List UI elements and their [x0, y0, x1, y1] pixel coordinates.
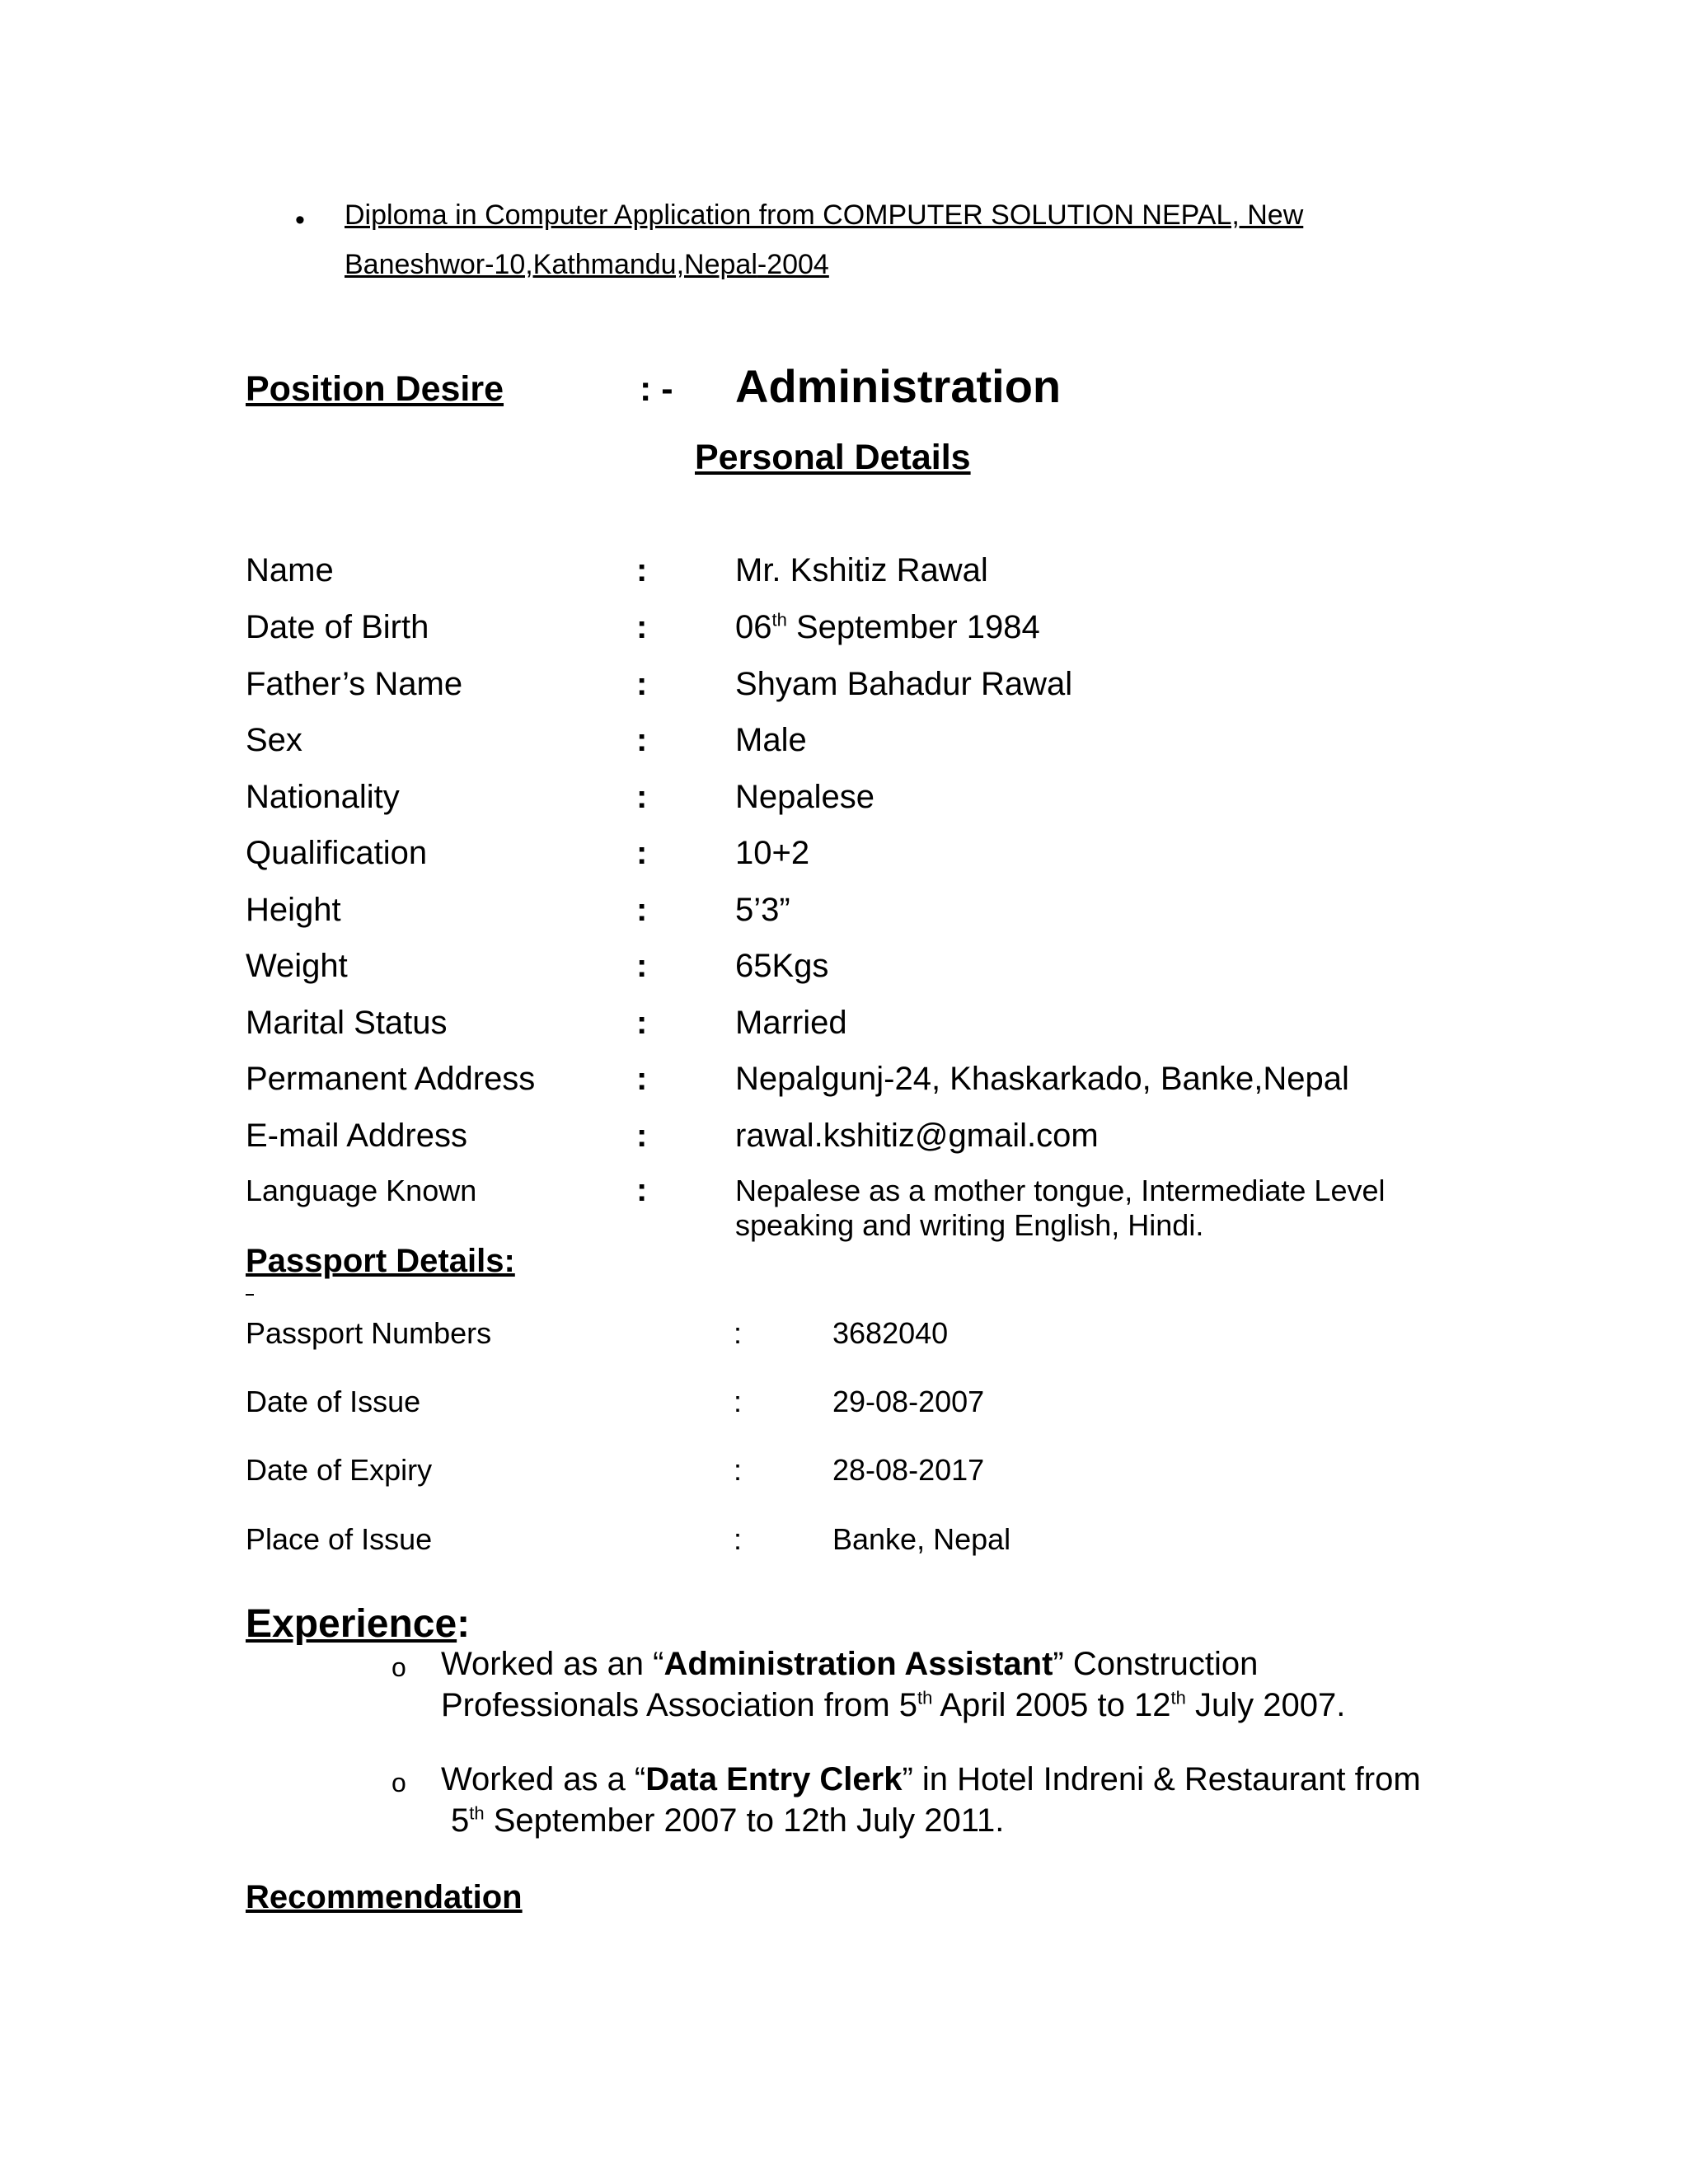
personal-details-title: Personal Details — [695, 438, 971, 477]
exp1-pre: Worked as an “ — [441, 1646, 664, 1682]
experience-item-2 — [441, 1759, 1421, 1841]
exp1-l2-pre: Professionals Association from 5 — [441, 1687, 918, 1723]
row-value-marital: Married — [735, 1005, 847, 1041]
passport-value-number: 3682040 — [832, 1316, 949, 1350]
passport-label-number: Passport Numbers — [246, 1316, 492, 1350]
passport-details-title: Passport Details: — [246, 1243, 515, 1279]
position-value: Administration — [735, 360, 1062, 412]
passport-value-issue: 29-08-2007 — [832, 1385, 985, 1418]
row-label-marital: Marital Status — [246, 1005, 448, 1041]
experience-title-colon: : — [457, 1602, 471, 1646]
education-year: -2004 — [757, 249, 829, 280]
row-value-name: Mr. Kshitiz Rawal — [735, 552, 988, 588]
recommendation-title: Recommendation — [246, 1879, 523, 1915]
row-value-qualification: 10+2 — [735, 835, 810, 871]
row-label-nationality: Nationality — [246, 779, 400, 815]
row-label-qualification: Qualification — [246, 835, 428, 871]
dob-day: 06 — [735, 609, 772, 645]
exp1-l2-post: July 2007. — [1185, 1687, 1346, 1723]
row-value-dob — [735, 609, 1040, 646]
row-colon: : — [636, 609, 648, 645]
exp2-l2-post: September 2007 to 12th July 2011. — [484, 1802, 1005, 1839]
row-colon: : — [636, 779, 648, 815]
experience-item-1 — [441, 1643, 1345, 1726]
exp1-l2-mid: April 2005 to 12 — [932, 1687, 1171, 1723]
row-value-sex: Male — [735, 722, 807, 758]
language-line-1: Nepalese as a mother tongue, Intermediate Level — [735, 1174, 1386, 1207]
dob-ordinal: th — [771, 609, 787, 630]
row-label-email: E-mail Address — [246, 1118, 467, 1154]
experience-item-2-line-2 — [441, 1800, 1421, 1841]
education-institute-location: Baneshwor-10,Kathmandu,Nepal — [345, 249, 757, 280]
row-value-father: Shyam Bahadur Rawal — [735, 666, 1073, 702]
passport-colon: : — [734, 1453, 743, 1487]
row-value-language — [735, 1174, 1461, 1243]
language-line-2: speaking and writing English, Hindi. — [735, 1208, 1204, 1242]
dob-month-year: September 1984 — [786, 609, 1040, 645]
row-label-height: Height — [246, 892, 341, 928]
bullet-circle: o — [392, 1768, 406, 1797]
row-colon: : — [636, 892, 648, 928]
exp2-pre: Worked as a “ — [441, 1761, 646, 1797]
experience-item-1-line-2 — [441, 1685, 1345, 1726]
education-line-1: Diploma in Computer Application from COMPUTER SOLUTION NEPAL, New — [345, 199, 1304, 231]
row-label-sex: Sex — [246, 722, 302, 758]
row-label-address: Permanent Address — [246, 1061, 536, 1097]
exp1-ordinal-1: th — [917, 1687, 933, 1708]
row-colon: : — [636, 552, 648, 588]
row-colon: : — [636, 948, 648, 984]
passport-colon: : — [734, 1522, 743, 1556]
row-colon: : — [636, 666, 648, 702]
row-label-weight: Weight — [246, 948, 348, 984]
passport-value-place: Banke, Nepal — [832, 1522, 1011, 1556]
exp2-post: ” in Hotel Indreni & Restaurant from — [902, 1761, 1421, 1797]
exp1-ordinal-2: th — [1170, 1687, 1186, 1708]
row-colon: : — [636, 1005, 648, 1041]
bullet-circle: o — [392, 1652, 406, 1682]
experience-title-text: Experience — [246, 1602, 457, 1646]
exp2-role: Data Entry Clerk — [645, 1761, 903, 1797]
experience-item-1-line-1 — [441, 1643, 1345, 1685]
exp2-ordinal: th — [469, 1802, 485, 1824]
stray-underline-mark — [246, 1294, 254, 1296]
bullet-dot: • — [295, 204, 305, 236]
row-colon: : — [636, 1172, 648, 1208]
passport-colon: : — [734, 1316, 743, 1350]
passport-label-expiry: Date of Expiry — [246, 1453, 433, 1487]
exp1-post: ” Construction — [1053, 1646, 1259, 1682]
experience-item-2-line-1 — [441, 1759, 1421, 1800]
row-colon: : — [636, 722, 648, 758]
row-value-nationality: Nepalese — [735, 779, 875, 815]
position-separator: : - — [640, 369, 673, 409]
row-value-weight: 65Kgs — [735, 948, 829, 984]
education-line-2 — [345, 249, 829, 281]
exp2-l2-pre: 5 — [451, 1802, 470, 1839]
passport-label-issue: Date of Issue — [246, 1385, 421, 1418]
row-label-dob: Date of Birth — [246, 609, 429, 645]
passport-label-place: Place of Issue — [246, 1522, 433, 1556]
row-colon: : — [636, 835, 648, 871]
row-label-father: Father’s Name — [246, 666, 463, 702]
position-label: Position Desire — [246, 369, 504, 409]
passport-colon: : — [734, 1385, 743, 1418]
passport-value-expiry: 28-08-2017 — [832, 1453, 985, 1487]
row-colon: : — [636, 1061, 648, 1097]
row-value-height: 5’3” — [735, 892, 790, 928]
row-colon: : — [636, 1118, 648, 1154]
row-label-language: Language Known — [246, 1174, 477, 1207]
row-label-name: Name — [246, 552, 334, 588]
exp1-role: Administration Assistant — [663, 1646, 1053, 1682]
experience-title — [246, 1601, 470, 1647]
row-value-email: rawal.kshitiz@gmail.com — [735, 1118, 1099, 1154]
row-value-address: Nepalgunj-24, Khaskarkado, Banke,Nepal — [735, 1061, 1349, 1097]
